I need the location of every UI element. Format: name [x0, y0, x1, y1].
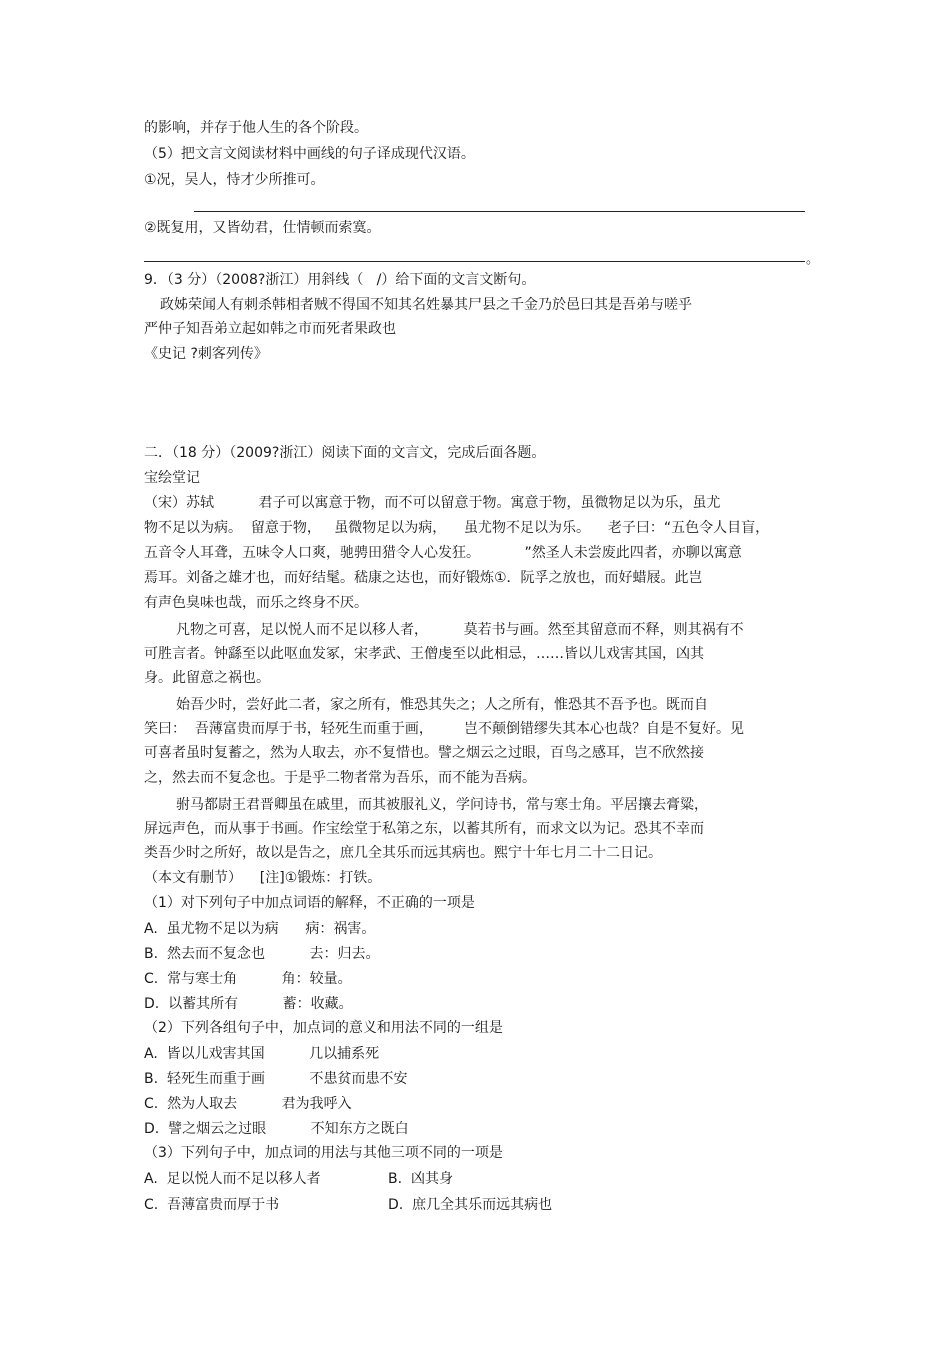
option-c[interactable]: C. 常与寒士角 角：较量。 [144, 971, 352, 987]
paragraph-3-line: 可喜者虽时复蓄之，然为人取去，亦不复惜也。譬之烟云之过眼，百鸟之感耳，岂不欣然接 [144, 745, 704, 761]
option-a[interactable]: A. 虽尤物不足以为病 病：祸害。 [144, 921, 376, 937]
text-line: 的影响，并存于他人生的各个阶段。 [144, 120, 368, 136]
paragraph-1-line: 五音令人耳聋，五味令人口爽，驰骋田猎令人心发狂。 ”然圣人未尝废此四者，亦聊以寓意 [144, 545, 742, 561]
paragraph-1-line: （宋）苏轼 君子可以寓意于物，而不可以留意于物。寓意于物，虽微物足以为乐，虽尤 [144, 495, 721, 511]
question-9-title: 9．（3 分）（2008?浙江）用斜线（ /）给下面的文言文断句。 [144, 272, 536, 288]
footnote: （本文有删节） [注]①锻炼：打铁。 [144, 870, 382, 886]
option-c[interactable]: C. 然为人取去 君为我呼入 [144, 1096, 352, 1112]
sentence-1: ①况，吴人，恃才少所推可。 [144, 172, 325, 188]
option-b[interactable]: B. 然去而不复念也 去：归去。 [144, 946, 380, 962]
paragraph-4-line: 屏远声色，而从事于书画。作宝绘堂于私第之东，以蓄其所有，而求文以为记。恐其不幸而 [144, 821, 704, 837]
answer-line-1[interactable] [194, 211, 805, 212]
option-b[interactable]: B. 轻死生而重于画 不患贫而患不安 [144, 1071, 408, 1087]
paragraph-4-line: 类吾少时之所好，故以是告之，庶几全其乐而远其病也。熙宁十年七月二十二日记。 [144, 845, 662, 861]
question-1-stem: （1）对下列句子中加点词语的解释，不正确的一项是 [144, 895, 475, 911]
question-9-source: 《史记 ?刺客列传》 [144, 346, 268, 362]
question-9-text: 严仲子知吾弟立起如韩之市而死者果政也 [144, 321, 396, 337]
question-5-stem: （5）把文言文阅读材料中画线的句子译成现代汉语。 [144, 146, 475, 162]
paragraph-3-line: 笑曰： 吾薄富贵而厚于书，轻死生而重于画， 岂不颠倒错缪失其本心也哉？自是不复好。见 [144, 721, 745, 737]
answer-line-2[interactable] [144, 261, 805, 262]
question-2-stem: （2）下列各组句子中，加点词的意义和用法不同的一组是 [144, 1020, 503, 1036]
option-c[interactable]: C. 吾薄富贵而厚于书 [144, 1197, 280, 1213]
paragraph-2-line: 可胜言者。钟繇至以此呕血发冢，宋孝武、王僧虔至以此相忌，……皆以儿戏害其国，凶其 [144, 646, 704, 662]
option-a[interactable]: A. 足以悦人而不足以移人者 [144, 1171, 321, 1187]
paragraph-3-line: 之，然去而不复念也。于是乎二物者常为吾乐，而不能为吾病。 [144, 770, 536, 786]
paragraph-4-line: 驸马都尉王君晋卿虽在戚里，而其被服礼义，学问诗书，常与寒士角。平居攘去膏粱， [176, 797, 708, 813]
end-mark: 。 [806, 252, 820, 267]
paragraph-2-line: 身。此留意之祸也。 [144, 670, 270, 686]
option-d[interactable]: D. 以蓄其所有 蓄：收藏。 [144, 996, 353, 1012]
option-d[interactable]: D. 庶几全其乐而远其病也 [388, 1197, 553, 1213]
option-b[interactable]: B. 凶其身 [388, 1171, 453, 1187]
essay-heading: 宝绘堂记 [144, 470, 200, 486]
paragraph-1-line: 焉耳。刘备之雄才也，而好结髦。嵇康之达也，而好锻炼①．阮孚之放也，而好蜡屐。此岂 [144, 570, 703, 586]
question-3-stem: （3）下列句子中，加点词的用法与其他三项不同的一项是 [144, 1145, 503, 1161]
paragraph-3-line: 始吾少时，尝好此二者，家之所有，惟恐其失之；人之所有，惟恐其不吾予也。既而自 [176, 697, 708, 713]
section-2-title: 二．（18 分）（2009?浙江）阅读下面的文言文，完成后面各题。 [144, 445, 546, 461]
paragraph-1-line: 有声色臭味也哉，而乐之终身不厌。 [144, 595, 368, 611]
option-d[interactable]: D. 譬之烟云之过眼 不知东方之既白 [144, 1121, 409, 1137]
paragraph-2-line: 凡物之可喜，足以悦人而不足以移人者， 莫若书与画。然至其留意而不释，则其祸有不 [176, 622, 744, 638]
question-9-text: 政姊荣闻人有刺杀韩相者贼不得国不知其名姓暴其尸县之千金乃於邑曰其是吾弟与嗟乎 [160, 297, 692, 313]
paragraph-1-line: 物不足以为病。 留意于物， 虽微物足以为病， 虽尤物不足以为乐。 老子曰：“五色令人目盲， [144, 520, 770, 536]
option-a[interactable]: A. 皆以儿戏害其国 几以捕系死 [144, 1046, 380, 1062]
sentence-2: ②既复用，又皆幼君，仕情顿而索寞。 [144, 220, 381, 236]
